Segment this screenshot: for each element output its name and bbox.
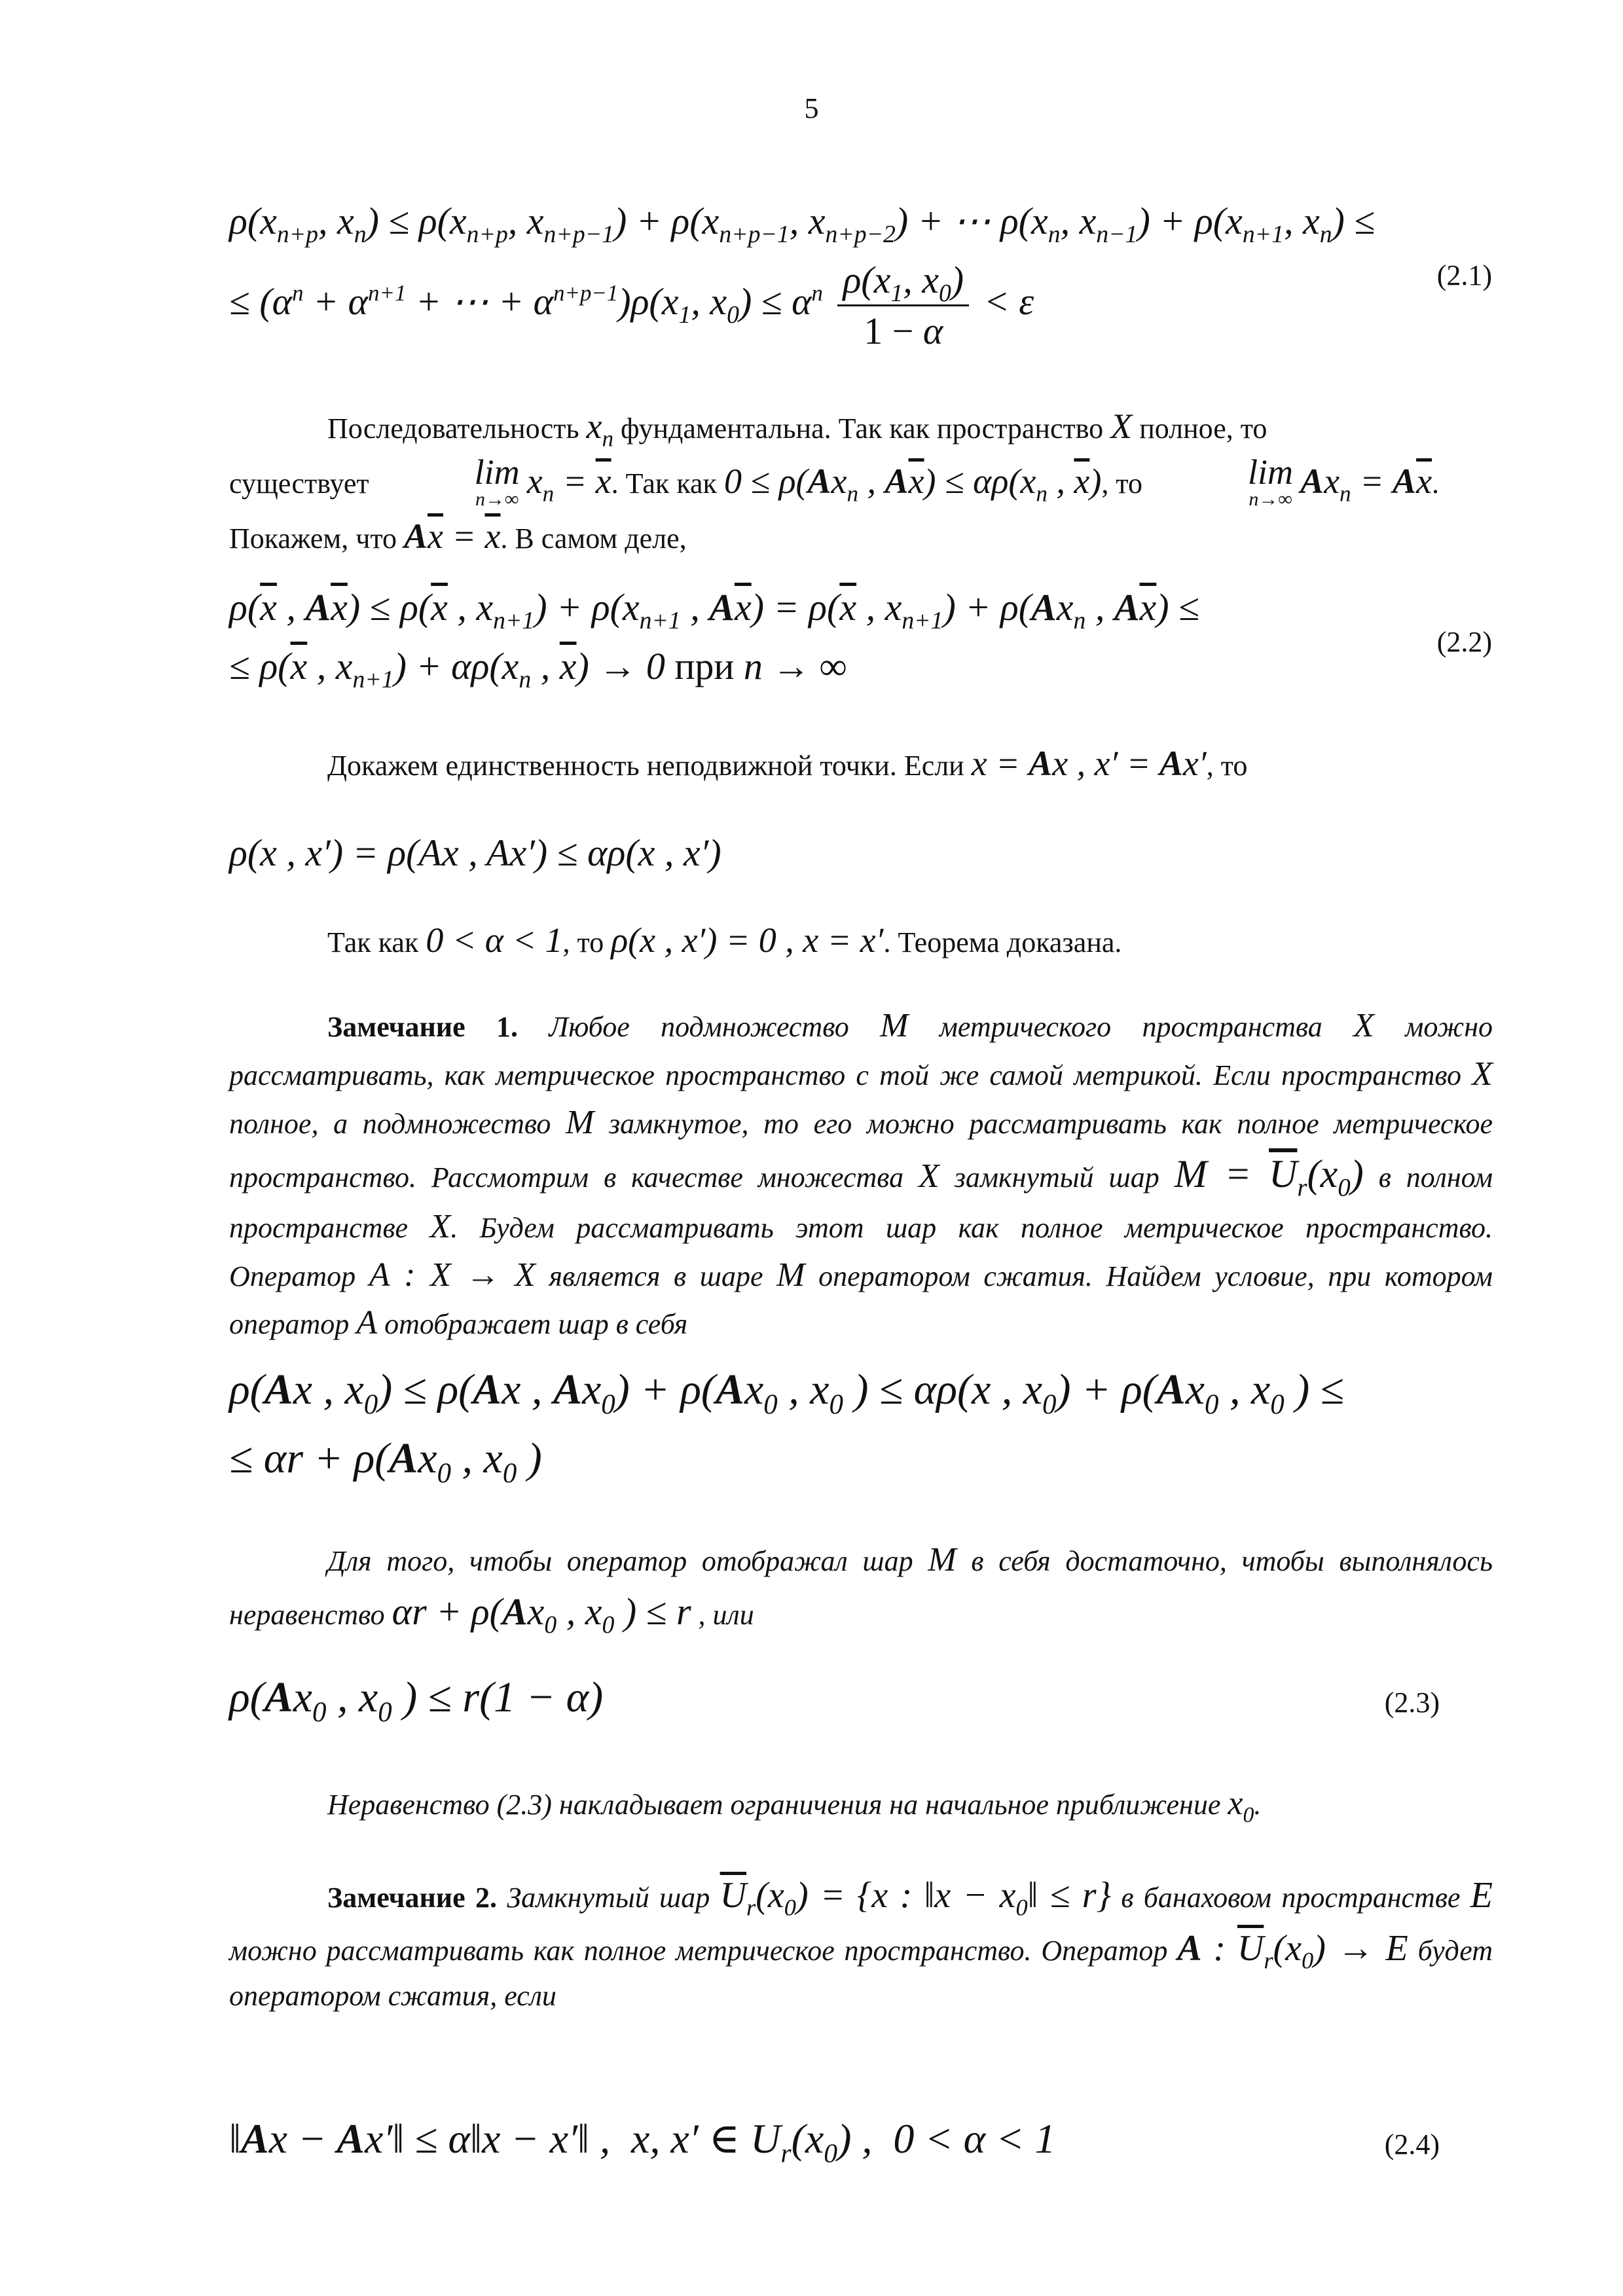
equation-ball-line-1: ρ(Ax , $x_0) \le \rho(Ax$ , $Ax_0) + \rho(Ax_0$ , $x_0$ ) ≤ αρ(x , $x_0) + \rho(Ax_0$ , $x_0$ ) ≤ xyxy=(229,1366,1344,1420)
paragraph-initial-approximation: Неравенство (2.3) накладывает ограничения на начальное приближение $x_0$. xyxy=(327,1785,1262,1827)
remark-2: Замечание 2. Замкнутый шар $\overline{U}_r(x_0) = \{x$ : ‖x − $x_0‖ \le r$} в банаховом пространстве E можно рассматривать как полное метрическое пространство. Оператор A : $\overline{U}_r(x_0) \to E$ будет оператором сжатия, если xyxy=(229,1875,1493,2013)
equation-2-2-line-1: $\rho(\overline{x}$ , $A\overline{x}) \le \rho(\overline{x}$ , $x_{n+1}) + \rho(x_{n+1}$ , $A\overline{x}) = \rho(\overline{x}$ , $x_{n+1}) + \rho(Ax_n$ , $A\overline{x}$) ≤ xyxy=(229,586,1199,635)
equation-number: (2.3) xyxy=(1384,1686,1440,1719)
remark-1: Замечание 1. Любое подмножество M метрического пространства X можно рассматривать, как метрическое пространство с той же самой метрикой. Если пространство X полное, а подмножество M замкнутое, то его можно рассматривать как полное метрическое пространство. Рассмотрим в качестве множества X замкнутый шар $M = \overline{U}_r(x_0)$ в полном пространстве X. Будем рассматривать этот шар как полное метрическое пространство. Оператор A : X → X является в шаре M оператором сжатия. Найдем условие, при котором оператор A отображает шар в себя xyxy=(229,1007,1493,1342)
equation-number: (2.1) xyxy=(1436,259,1492,291)
equation-2-2-line-2: ≤ $\rho(\overline{x}$ , $x_{n+1}) + \alpha\rho(x_n$ , $\overline{x}) \to 0$ при n → ∞ xyxy=(229,645,847,694)
paragraph-sufficient-condition: Для того, чтобы оператор отображал шар M в себя достаточно, чтобы выполнялось неравенство $\alpha r + \rho(Ax_0$ , $x_0$ ) ≤ r , или xyxy=(229,1541,1493,1639)
equation-number: (2.2) xyxy=(1436,626,1492,658)
equation-2-1-line-2: ≤ ($\alpha^n + \alpha^{n+1}$ + ⋯ + $\alpha^{n+p-1})\rho(x_1$, $x_0) \le \alpha^n$ $\frac{\rho(x_1, x_0)}{1 - \alpha}$ < ε xyxy=(229,255,1034,356)
equation-2-4: ‖Ax − Ax′‖ ≤ α‖x − x′‖ , x, x′ ∈ $U_r(x_0)$ , 0 < α < 1 xyxy=(229,2115,1056,2168)
paragraph-uniqueness: Докажем единственность неподвижной точки. Если x = Ax , x′ = Ax′, то xyxy=(327,744,1248,783)
paragraph-fundamental: Последовательность $x_n$ фундаментальна. Так как пространство X полное, то существует lim n→∞ $x_n = \overline{x}$. Так как $0 \le \rho(Ax_n$ , $A\overline{x}) \le \alpha\rho(x_n$ , $\overline{x}$), то lim n→∞ $Ax_n = A\overline{x}$. Покажем, что $A\overline{x} = \overline{x}$. В самом деле, xyxy=(229,407,1440,556)
equation-uniqueness: ρ(x , x′) = ρ(Ax , Ax′) ≤ αρ(x , x′) xyxy=(229,831,721,874)
page-number: 5 xyxy=(804,92,819,124)
equation-2-1-line-1: $\rho(x_{n+p}$, $x_n) \le \rho(x_{n+p}$, $x_{n+p-1}) + \rho(x_{n+p-1}$, $x_{n+p-2}$) + ⋯ $\rho(x_n$, $x_{n-1}) + \rho(x_{n+1}$, $x_n$) ≤ xyxy=(229,200,1376,249)
paragraph-theorem-proved: Так как 0 < α < 1, то ρ(x , x′) = 0 , x = x′. Теорема доказана. xyxy=(327,920,1122,960)
equation-2-3: $\rho(Ax_0$ , $x_0$ ) ≤ r(1 − α) xyxy=(229,1673,604,1728)
equation-number: (2.4) xyxy=(1384,2128,1440,2160)
equation-ball-line-2: ≤ $\alpha r + \rho(Ax_0$ , $x_0$ ) xyxy=(229,1434,542,1489)
